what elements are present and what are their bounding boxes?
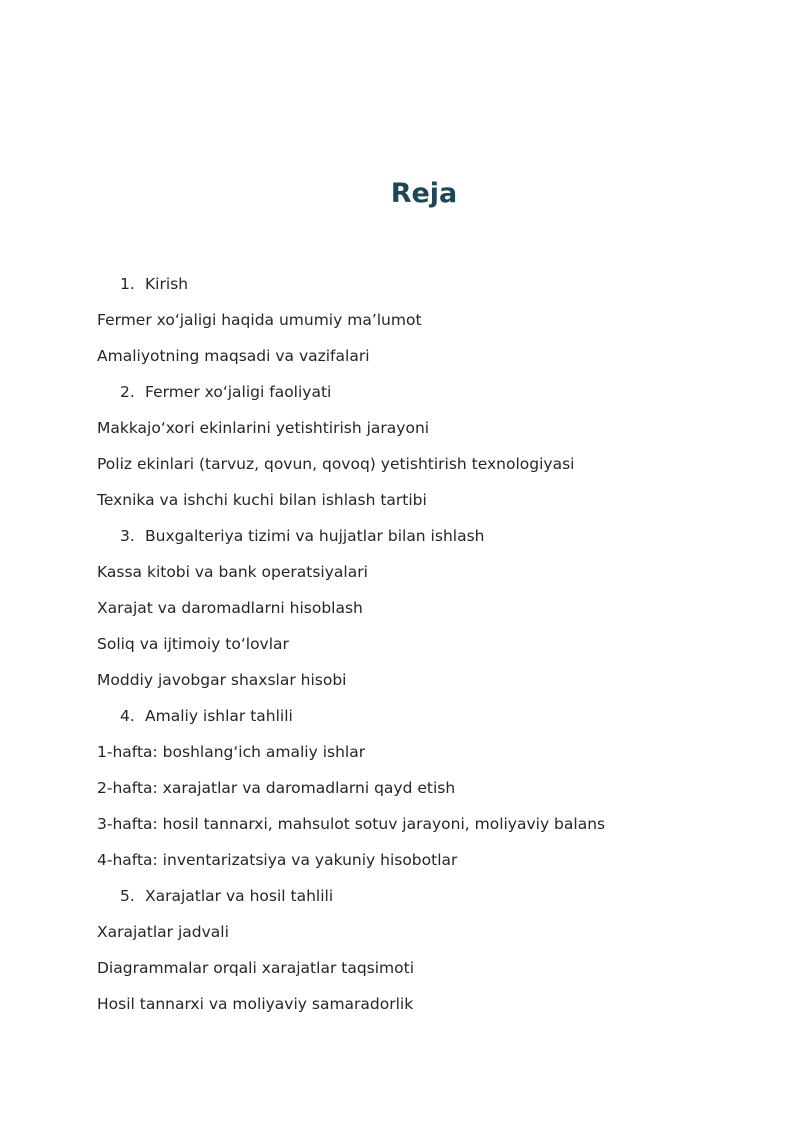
outline-item: Soliq va ijtimoiy to‘lovlar <box>97 635 289 653</box>
outline-item: Texnika va ishchi kuchi bilan ishlash tartibi <box>97 491 427 509</box>
section-number: 2. <box>120 383 135 401</box>
outline-item: Fermer xo‘jaligi haqida umumiy ma’lumot <box>97 311 422 329</box>
section-title: Kirish <box>145 275 189 293</box>
outline-item: Xarajatlar jadvali <box>97 923 229 941</box>
section-heading <box>0 380 800 416</box>
section-heading <box>0 524 800 560</box>
section-title: Buxgalteriya tizimi va hujjatlar bilan ishlash <box>145 527 485 545</box>
outline-item: Xarajat va daromadlarni hisoblash <box>97 599 363 617</box>
section-heading <box>0 272 800 308</box>
section-title: Fermer xo‘jaligi faoliyati <box>145 383 332 401</box>
section-number: 3. <box>120 527 135 545</box>
outline-item: Hosil tannarxi va moliyaviy samaradorlik <box>97 995 414 1013</box>
outline-item: Poliz ekinlari (tarvuz, qovun, qovoq) yetishtirish texnologiyasi <box>97 455 575 473</box>
outline-item: 2-hafta: xarajatlar va daromadlarni qayd etish <box>97 779 456 797</box>
section-number: 1. <box>120 275 135 293</box>
section-number: 5. <box>120 887 135 905</box>
outline-item: Makkajo‘xori ekinlarini yetishtirish jarayoni <box>97 419 430 437</box>
section-number: 4. <box>120 707 135 725</box>
outline-item: 1-hafta: boshlang‘ich amaliy ishlar <box>97 743 366 761</box>
outline-item: Moddiy javobgar shaxslar hisobi <box>97 671 347 689</box>
page-title: Reja <box>390 178 458 209</box>
outline-item: Diagrammalar orqali xarajatlar taqsimoti <box>97 959 415 977</box>
outline-list <box>0 272 800 1028</box>
section-title: Amaliy ishlar tahlili <box>145 707 293 725</box>
outline-item: 4-hafta: inventarizatsiya va yakuniy hisobotlar <box>97 851 458 869</box>
section-heading <box>0 884 800 920</box>
outline-item: Kassa kitobi va bank operatsiyalari <box>97 563 368 581</box>
outline-item: Amaliyotning maqsadi va vazifalari <box>97 347 370 365</box>
section-title: Xarajatlar va hosil tahlili <box>145 887 334 905</box>
section-heading <box>0 704 800 740</box>
outline-item: 3-hafta: hosil tannarxi, mahsulot sotuv jarayoni, moliyaviy balans <box>97 815 606 833</box>
